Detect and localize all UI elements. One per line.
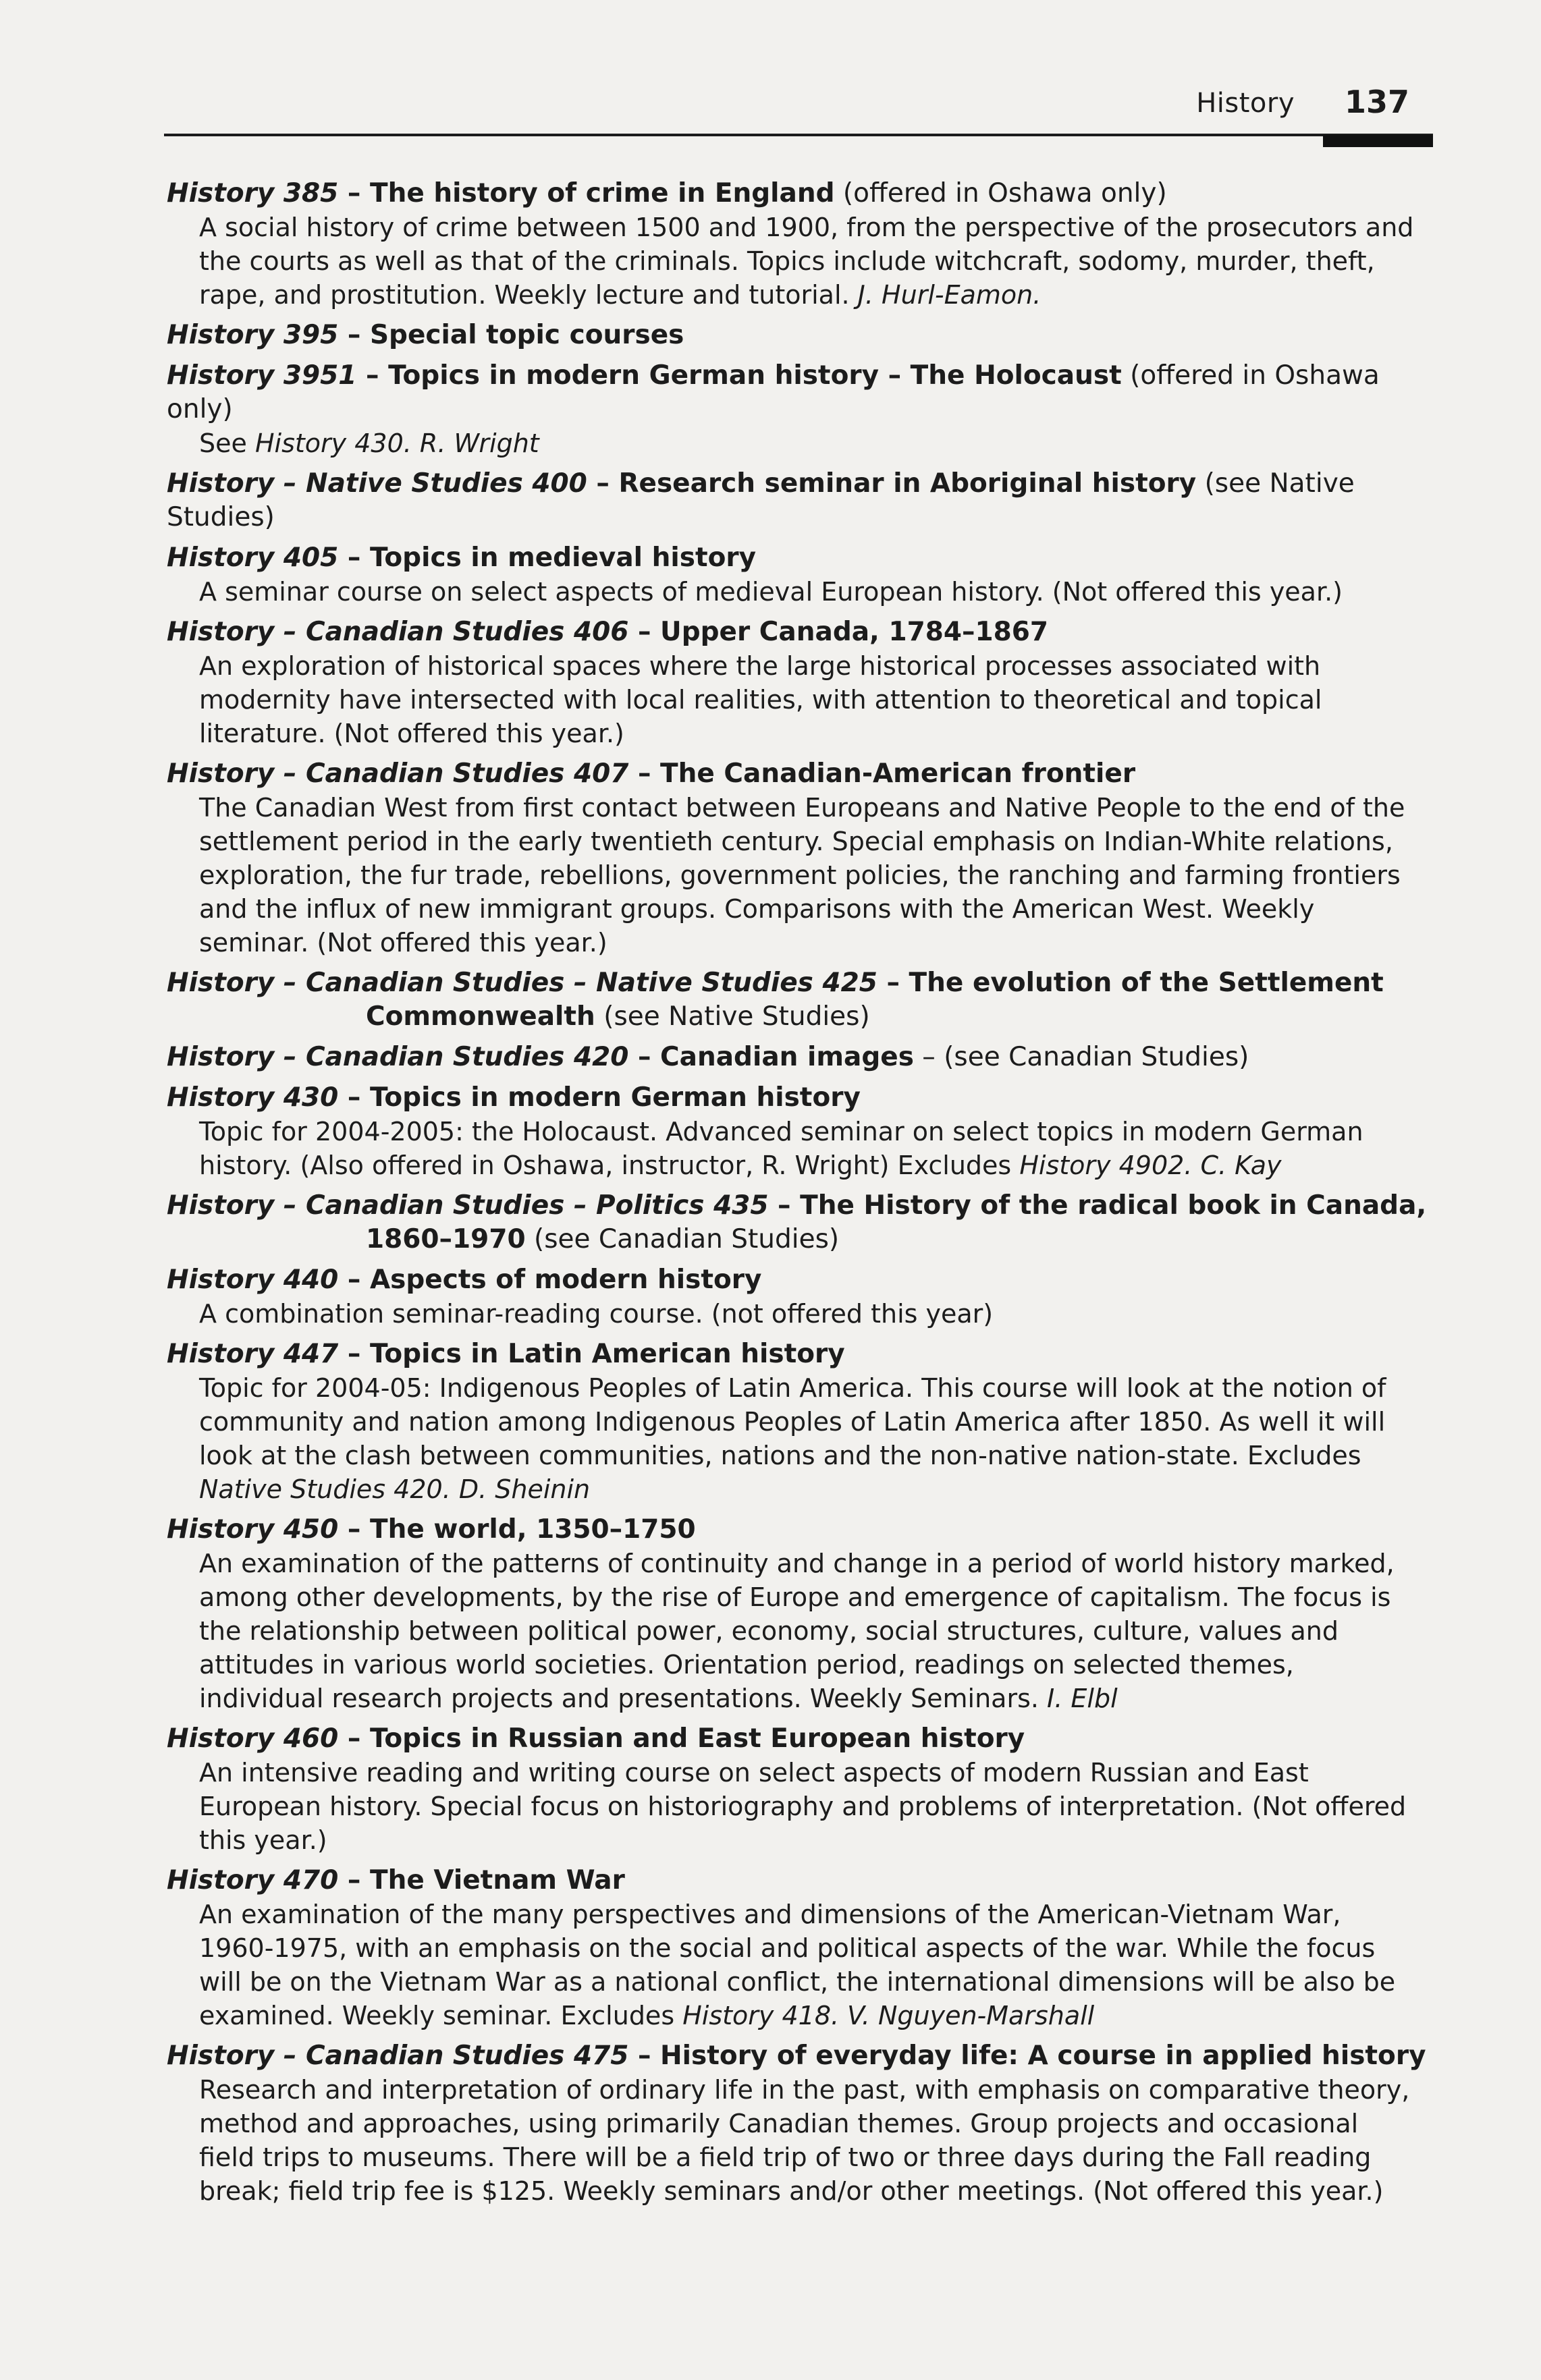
course-title xyxy=(167,1722,1436,1756)
course-code: History 3951 xyxy=(167,360,357,391)
course-entry xyxy=(0,359,1541,460)
course-name: The History of the radical book in Canada, xyxy=(800,1190,1427,1221)
course-code: History – Canadian Studies – Politics 435 xyxy=(167,1190,769,1221)
course-entry xyxy=(0,1041,1541,1074)
course-title xyxy=(167,1041,1436,1074)
course-code: History 385 xyxy=(167,178,339,209)
course-name: Topics in medieval history xyxy=(369,543,757,573)
title-separator: – xyxy=(338,1514,370,1545)
course-entry xyxy=(0,1864,1541,2032)
course-title xyxy=(167,1081,1436,1115)
course-name: Topics in modern German history – The Holocaust xyxy=(388,360,1122,391)
course-entry xyxy=(0,615,1541,750)
course-name: Research seminar in Aboriginal history xyxy=(618,468,1197,499)
page-number: 137 xyxy=(1344,84,1409,120)
title-separator: – xyxy=(356,360,389,391)
section-title: History xyxy=(1196,88,1295,119)
course-title xyxy=(167,1189,1436,1256)
course-name: The Vietnam War xyxy=(369,1865,625,1895)
course-description xyxy=(199,1115,1421,1182)
course-title xyxy=(167,966,1436,1034)
course-code: History 447 xyxy=(167,1339,339,1369)
course-entry xyxy=(0,1081,1541,1182)
course-description xyxy=(199,649,1421,750)
description-text: The Canadian West from first contact between Europeans and Native People to the end of the settlement period in the early twentieth century. Special emphasis on Indian-White relations, exploration, the fur trade, rebellions, government policies, the ranching and farming frontiers and the influx of new immigrant groups. Comparisons with the American West. Weekly seminar. (Not offered this year.) xyxy=(199,793,1405,958)
course-entry xyxy=(0,757,1541,960)
course-name: The history of crime in England xyxy=(369,178,835,209)
course-title xyxy=(167,359,1436,426)
course-title xyxy=(167,757,1436,791)
course-title xyxy=(167,615,1436,649)
course-description xyxy=(199,1756,1421,1857)
course-entry xyxy=(0,467,1541,534)
course-name: Topics in Latin American history xyxy=(369,1339,845,1369)
course-code: History 450 xyxy=(167,1514,339,1545)
course-name-continued: Commonwealth (see Native Studies) xyxy=(366,1001,870,1032)
description-text: A social history of crime between 1500 and 1900, from the perspective of the prosecutors and the courts as well as that of the criminals. Topics include witchcraft, sodomy, murder, theft, rape, and prostitution. Weekly lecture and tutorial. xyxy=(199,213,1414,310)
description-text: An examination of the patterns of continuity and change in a period of world history marked, among other developments, by the rise of Europe and emergence of capitalism. The focus is the relationship between political power, economy, social structures, culture, values and attitudes in various world societies. Orientation period, readings on selected themes, individual research projects and presentations. Weekly Seminars. xyxy=(199,1549,1395,1713)
description-reference: I. Elbl xyxy=(1047,1684,1118,1713)
course-entry xyxy=(0,177,1541,312)
title-separator: – xyxy=(628,617,661,647)
course-description xyxy=(199,426,1421,460)
header-rule-tab xyxy=(1323,135,1433,147)
title-separator: – xyxy=(628,2041,661,2071)
course-name: The evolution of the Settlement xyxy=(909,968,1384,998)
course-title xyxy=(167,1513,1436,1547)
description-text: Research and interpretation of ordinary life in the past, with emphasis on comparative theory, method and approaches, using primarily Canadian themes. Group projects and occasional field trips to museums. There will be a field trip of two or three days during the Fall reading break; field trip fee is $125. Weekly seminars and/or other meetings. (Not offered this year.) xyxy=(199,2075,1410,2206)
title-separator: – xyxy=(628,758,661,789)
course-entry xyxy=(0,1263,1541,1331)
title-separator: – xyxy=(338,1723,370,1754)
title-separator: – xyxy=(338,178,370,209)
description-reference: History 418. V. Nguyen-Marshall xyxy=(682,2001,1095,2030)
course-note: (offered in Oshawa only) xyxy=(167,360,1380,424)
title-separator: – xyxy=(877,968,909,998)
description-text: An exploration of historical spaces where the large historical processes associated with modernity have intersected with local realities, with attention to theoretical and topical literature. (Not offered this year.) xyxy=(199,651,1322,748)
course-code: History – Canadian Studies 475 xyxy=(167,2041,629,2071)
title-separator: – xyxy=(628,1042,661,1072)
description-text: An intensive reading and writing course on select aspects of modern Russian and East European history. Special focus on historiography and problems of interpretation. (Not offered this year.) xyxy=(199,1758,1407,1855)
course-note: – (see Canadian Studies) xyxy=(913,1042,1249,1072)
description-text: Topic for 2004-05: Indigenous Peoples of Latin America. This course will look at the notion of community and nation among Indigenous Peoples of Latin America after 1850. As well it will look at the clash between communities, nations and the non-native nation-state. Excludes xyxy=(199,1373,1386,1470)
course-entry xyxy=(0,1722,1541,1857)
description-text: Topic for 2004-2005: the Holocaust. Advanced seminar on select topics in modern German history. (Also offered in Oshawa, instructor, R. Wright) Excludes xyxy=(199,1117,1363,1180)
course-name: Upper Canada, 1784–1867 xyxy=(660,617,1049,647)
course-entry xyxy=(0,966,1541,1034)
course-list xyxy=(0,177,1541,2215)
course-name: The Canadian-American frontier xyxy=(660,758,1136,789)
course-name: Topics in modern German history xyxy=(369,1082,861,1113)
course-entry xyxy=(0,541,1541,609)
header-rule xyxy=(164,134,1433,136)
course-entry xyxy=(0,2039,1541,2208)
title-separator: – xyxy=(338,1265,370,1295)
course-title xyxy=(167,1864,1436,1898)
course-name: Canadian images xyxy=(660,1042,914,1072)
course-description xyxy=(199,2073,1421,2208)
description-text: An examination of the many perspectives and dimensions of the American-Vietnam War, 1960-1975, with an emphasis on the social and political aspects of the war. While the focus will be on the Vietnam War as a national conflict, the international dimensions will be also be examined. Weekly seminar. Excludes xyxy=(199,1900,1396,2030)
course-title xyxy=(167,467,1436,534)
description-reference: Native Studies 420. D. Sheinin xyxy=(199,1474,591,1504)
course-description xyxy=(199,575,1421,609)
description-text: See xyxy=(199,428,255,458)
description-reference: J. Hurl-Eamon. xyxy=(857,280,1042,310)
title-separator: – xyxy=(338,543,370,573)
course-entry xyxy=(0,1513,1541,1715)
title-separator: – xyxy=(338,1082,370,1113)
course-name: Topics in Russian and East European history xyxy=(369,1723,1025,1754)
course-code: History – Native Studies 400 xyxy=(167,468,587,499)
title-separator: – xyxy=(338,320,370,350)
course-name: The world, 1350–1750 xyxy=(369,1514,696,1545)
course-note: (see Native Studies) xyxy=(595,1001,870,1032)
title-separator: – xyxy=(338,1865,370,1895)
course-title xyxy=(167,177,1436,211)
course-code: History – Canadian Studies 406 xyxy=(167,617,629,647)
course-code: History 395 xyxy=(167,320,339,350)
title-separator: – xyxy=(338,1339,370,1369)
course-note: (see Native Studies) xyxy=(167,468,1355,532)
course-note: (offered in Oshawa only) xyxy=(834,178,1167,209)
course-name-continued: 1860–1970 (see Canadian Studies) xyxy=(366,1224,840,1254)
course-code: History 470 xyxy=(167,1865,339,1895)
course-title xyxy=(167,1337,1436,1371)
course-name: Aspects of modern history xyxy=(369,1265,762,1295)
course-description xyxy=(199,1547,1421,1715)
course-name: History of everyday life: A course in applied history xyxy=(660,2041,1426,2071)
course-code: History 440 xyxy=(167,1265,339,1295)
course-description xyxy=(199,211,1421,312)
description-reference: History 430. R. Wright xyxy=(254,428,539,458)
title-separator: – xyxy=(587,468,619,499)
course-description xyxy=(199,791,1421,960)
description-reference: History 4902. C. Kay xyxy=(1019,1151,1282,1180)
course-code: History – Canadian Studies 420 xyxy=(167,1042,629,1072)
course-entry xyxy=(0,1189,1541,1256)
course-name: Special topic courses xyxy=(369,320,684,350)
course-code: History – Canadian Studies 407 xyxy=(167,758,629,789)
course-code: History 430 xyxy=(167,1082,339,1113)
course-description xyxy=(199,1297,1421,1331)
course-title xyxy=(167,1263,1436,1297)
description-text: A combination seminar-reading course. (not offered this year) xyxy=(199,1299,994,1329)
course-code: History 460 xyxy=(167,1723,339,1754)
course-entry xyxy=(0,319,1541,352)
course-description xyxy=(199,1371,1421,1506)
course-code: History – Canadian Studies – Native Studies 425 xyxy=(167,968,877,998)
course-title xyxy=(167,319,1436,352)
course-entry xyxy=(0,1337,1541,1506)
title-separator: – xyxy=(768,1190,801,1221)
description-text: A seminar course on select aspects of medieval European history. (Not offered this year.) xyxy=(199,577,1343,607)
course-description xyxy=(199,1898,1421,2032)
course-title xyxy=(167,2039,1436,2073)
course-title xyxy=(167,541,1436,575)
course-note: (see Canadian Studies) xyxy=(525,1224,840,1254)
course-code: History 405 xyxy=(167,543,339,573)
